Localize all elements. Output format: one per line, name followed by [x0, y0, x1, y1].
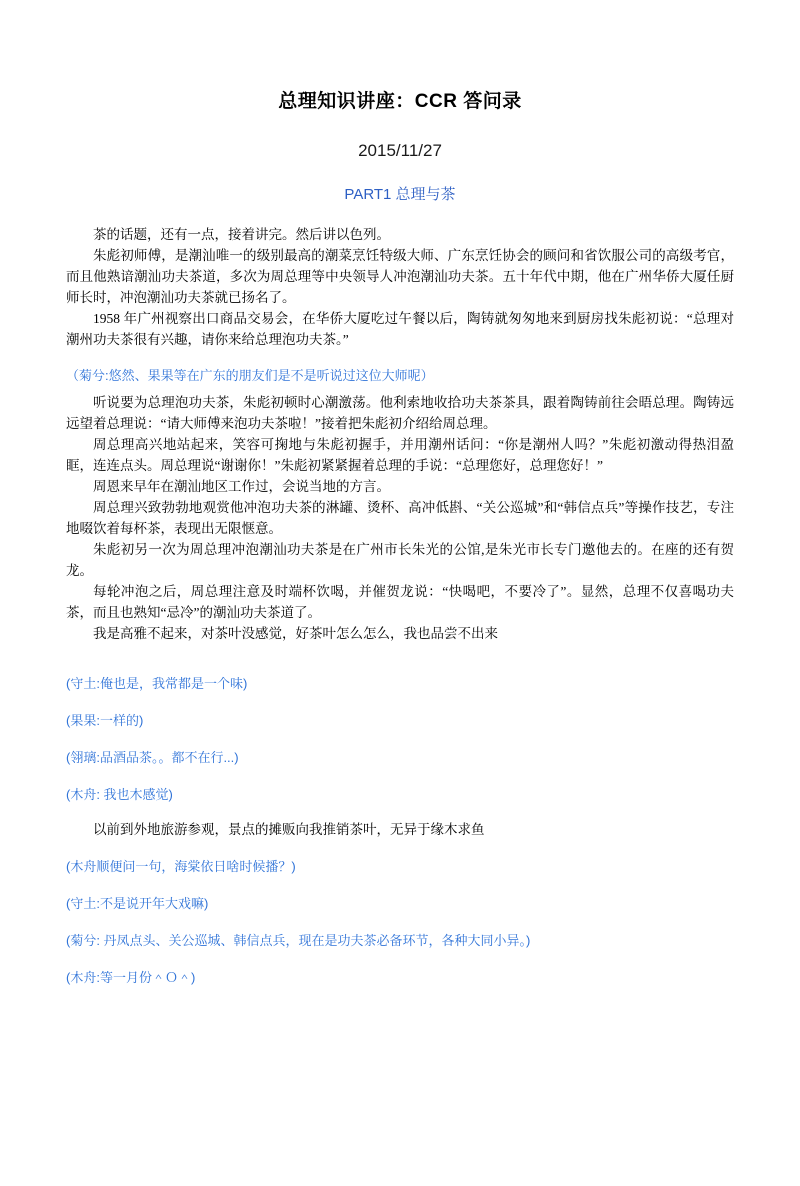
chat-message: (木舟:等一月份＾Ｏ＾): [66, 970, 196, 985]
paragraph: 朱彪初另一次为周总理冲泡潮汕功夫茶是在广州市长朱光的公馆,是朱光市长专门邀他去的。在座的还有贺龙。: [66, 542, 734, 578]
paragraph: 周总理兴致勃勃地观赏他冲泡功夫茶的淋罐、烫杯、高冲低斟、“关公巡城”和“韩信点兵”等操作技艺，专注地啜饮着每杯茶，表现出无限惬意。: [66, 500, 734, 536]
page-title: 总理知识讲座：CCR 答问录: [278, 91, 522, 112]
chat-message: (木舟顺便问一句，海棠依日啥时候播？): [66, 859, 296, 874]
paragraph: 周总理高兴地站起来，笑容可掬地与朱彪初握手，并用潮州话问：“你是潮州人吗？”朱彪初激动得热泪盈眶，连连点头。周总理说“谢谢你！”朱彪初紧紧握着总理的手说：“总理您好，总理您好！”: [66, 437, 734, 473]
paragraph: 每轮冲泡之后，周总理注意及时端杯饮喝，并催贺龙说：“快喝吧，不要冷了”。显然，总理不仅喜喝功夫茶，而且也熟知“忌冷”的潮汕功夫茶道了。: [66, 584, 734, 620]
document-body: [66, 224, 734, 988]
chat-message: (翎璃:品酒品茶。。都不在行...): [66, 750, 239, 765]
chat-message: (果果:一样的): [66, 713, 144, 728]
chat-message: (木舟: 我也木感觉): [66, 787, 173, 802]
paragraph: 我是高雅不起来，对茶叶没感觉，好茶叶怎么怎么，我也品尝不出来: [93, 626, 498, 641]
chat-message: (菊兮: 丹凤点头、关公巡城、韩信点兵，现在是功夫茶必备环节，各种大同小异。): [66, 933, 531, 948]
chat-message: （菊兮:悠然、果果等在广东的朋友们是不是听说过这位大师呢）: [66, 368, 434, 383]
part-heading: PART1 总理与茶: [344, 186, 456, 203]
paragraph: 1958 年广州视察出口商品交易会，在华侨大厦吃过午餐以后，陶铸就匆匆地来到厨房找朱彪初说：“总理对潮州功夫茶很有兴趣，请你来给总理泡功夫茶。”: [66, 311, 734, 347]
paragraph: 周恩来早年在潮汕地区工作过，会说当地的方言。: [93, 479, 390, 494]
chat-message: (守土:俺也是，我常都是一个味): [66, 676, 248, 691]
document-date: 2015/11/27: [358, 141, 442, 160]
paragraph: 以前到外地旅游参观，景点的摊贩向我推销茶叶，无异于缘木求鱼: [93, 822, 485, 837]
chat-message: (守土:不是说开年大戏嘛): [66, 896, 209, 911]
paragraph: 听说要为总理泡功夫茶，朱彪初顿时心潮激荡。他利索地收拾功夫茶茶具，跟着陶铸前往会晤总理。陶铸远远望着总理说：“请大师傅来泡功夫茶啦！”接着把朱彪初介绍给周总理。: [66, 395, 734, 431]
paragraph: 茶的话题，还有一点，接着讲完。然后讲以色列。: [93, 227, 390, 242]
paragraph: 朱彪初师傅，是潮汕唯一的级别最高的潮菜烹饪特级大师、广东烹饪协会的顾问和省饮服公司的高级考官，而且他熟谙潮汕功夫茶道，多次为周总理等中央领导人冲泡潮汕功夫茶。五十年代中期，他在广州华侨大厦任厨师长时，冲泡潮汕功夫茶就已扬名了。: [66, 248, 734, 305]
document-page: [0, 86, 800, 1186]
